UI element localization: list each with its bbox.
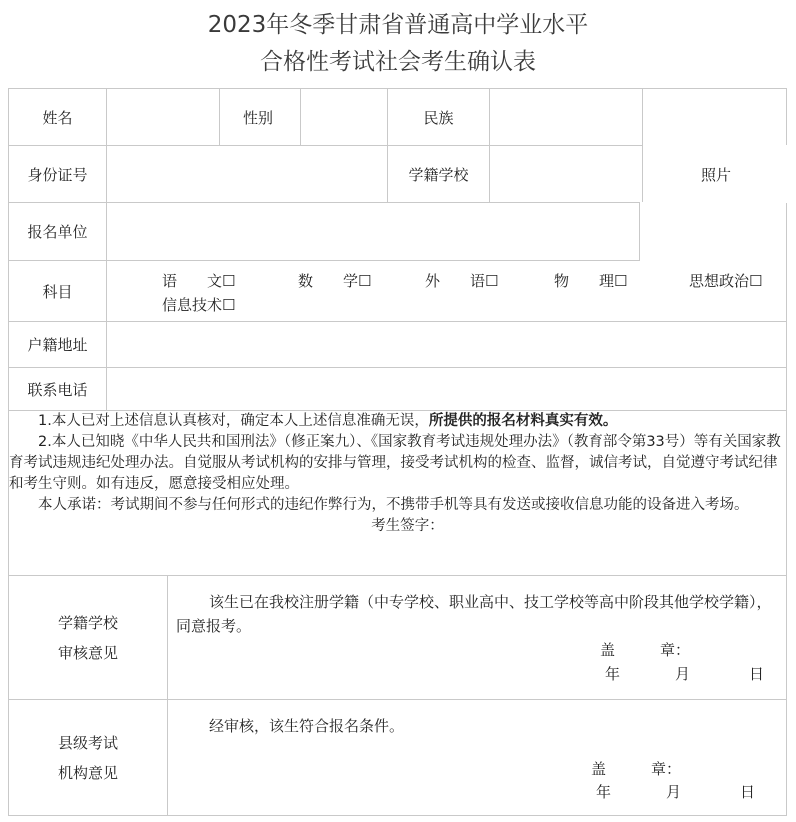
school-review-cell: [168, 576, 787, 700]
photo-cell: [642, 145, 789, 203]
county-review-text: 经审核，该生符合报名条件。: [209, 717, 405, 735]
household-address-label: 户籍地址: [9, 322, 107, 368]
gender-value-cell[interactable]: [301, 89, 388, 146]
declaration-item-1: 1.本人已对上述信息认真核对，确定本人上述信息准确无误，所提供的报名材料真实有效。: [38, 413, 618, 429]
declaration-cell: [9, 411, 787, 576]
declaration-item-1-bold: 所提供的报名材料真实有效。: [428, 413, 618, 429]
school-review-day: 日: [749, 665, 765, 683]
household-address-value-cell[interactable]: [107, 322, 787, 368]
registration-unit-value-cell[interactable]: [107, 203, 787, 261]
school-review-month: 月: [675, 665, 691, 683]
subject-chinese-checkbox[interactable]: 语 文☐: [162, 272, 236, 290]
name-value-cell[interactable]: [107, 89, 220, 146]
subject-it-checkbox[interactable]: 信息技术☐: [162, 296, 236, 314]
phone-label: 联系电话: [9, 368, 107, 411]
name-label: 姓名: [9, 89, 107, 146]
county-review-label: 县级考试 机构意见: [9, 700, 168, 816]
declaration-item-2: 2.本人已知晓《中华人民共和国刑法》（修正案九）、《国家教育考试违规处理办法》（教育部令第33号）等有关国家教育考试违规违纪处理办法。自觉服从考试机构的安排与管理，接受考试机构的检查、监督，诚信考试，自觉遵守考试纪律和考生守则。如有违反，愿意接受相应处理。: [9, 434, 781, 492]
school-review-year: 年: [605, 665, 621, 683]
school-review-text: 该生已在我校注册学籍（中专学校、职业高中、技工学校等高中阶段其他学校学籍），同意报考。: [176, 593, 772, 635]
registration-unit-label: 报名单位: [9, 203, 107, 261]
subject-math-checkbox[interactable]: 数 学☐: [298, 272, 372, 290]
form-title-line2: 合格性考试社会考生确认表: [260, 49, 536, 75]
confirmation-form-table: [8, 88, 787, 816]
candidate-signature[interactable]: 考生签字：: [371, 518, 444, 534]
county-review-year: 年: [596, 783, 612, 801]
id-number-label: 身份证号: [9, 146, 107, 203]
id-number-value-cell[interactable]: [107, 146, 388, 203]
gender-label: 性别: [220, 89, 301, 146]
school-label: 学籍学校: [388, 146, 490, 203]
school-review-label: 学籍学校 审核意见: [9, 576, 168, 700]
school-review-seal: 盖 章：: [600, 641, 691, 659]
phone-value-cell[interactable]: [107, 368, 787, 411]
declaration-promise: 本人承诺：考试期间不参与任何形式的违纪作弊行为，不携带手机等具有发送或接收信息功能的设备进入考场。: [38, 497, 749, 513]
subject-foreign-language-checkbox[interactable]: 外 语☐: [425, 272, 499, 290]
photo-label: 照片: [701, 165, 732, 184]
county-review-day: 日: [740, 783, 756, 801]
subject-physics-checkbox[interactable]: 物 理☐: [554, 272, 628, 290]
subjects-label: 科目: [9, 261, 107, 322]
county-review-seal: 盖 章：: [591, 760, 682, 778]
form-title-line1: 2023年冬季甘肃省普通高中学业水平: [207, 12, 589, 38]
ethnicity-value-cell[interactable]: [490, 89, 787, 146]
ethnicity-label: 民族: [388, 89, 490, 146]
subjects-cell: [107, 261, 787, 322]
subject-politics-checkbox[interactable]: 思想政治☐: [689, 272, 763, 290]
school-value-cell[interactable]: [490, 146, 787, 203]
county-review-month: 月: [666, 783, 682, 801]
county-review-cell: [168, 700, 787, 816]
